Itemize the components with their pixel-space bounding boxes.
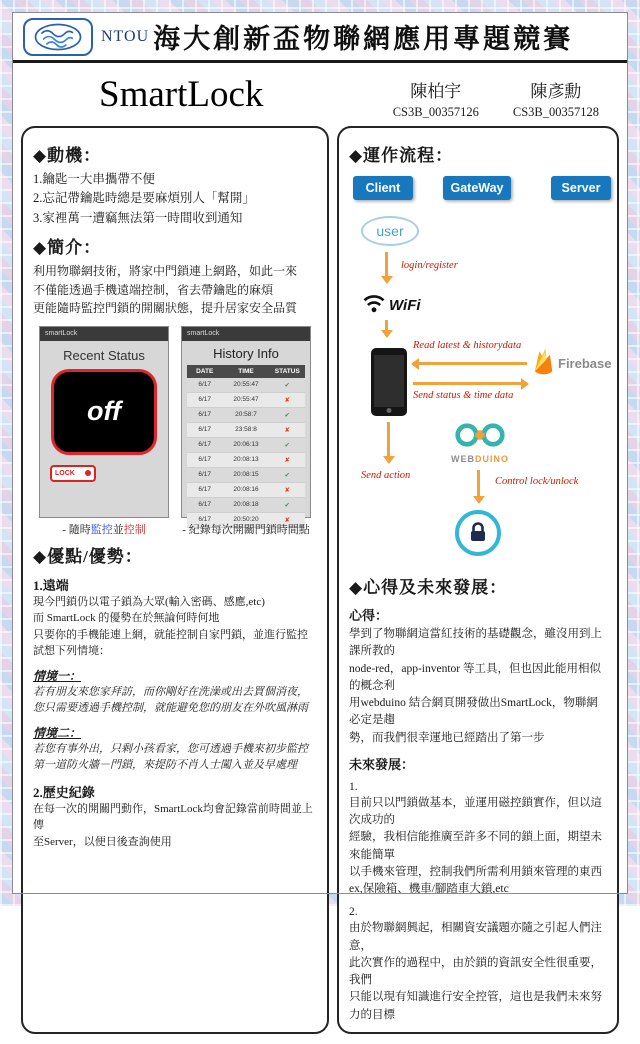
intro-line: 利用物聯網技術，將家中門鎖連上網路，如此一來 [33, 264, 298, 279]
history-time: 20:08:18 [222, 498, 269, 513]
scenario-line: 若有朋友來您家拜訪，而你剛好在洗澡或出去買個消夜， [33, 685, 308, 698]
author [513, 77, 599, 120]
scenario2-title: 情境二： [33, 725, 82, 740]
history-row [187, 438, 305, 453]
remote-line: 只要你的手機能連上網，就能控制自家門鎖，並進行監控 [33, 628, 308, 641]
history-record-title: 2.歷史紀錄 [33, 784, 95, 800]
send-status-label: Send status & time data [413, 390, 514, 401]
thoughts-paragraph [349, 626, 607, 747]
read-data-label: Read latest & historydata [413, 340, 522, 351]
app-bar: smartLock [40, 327, 168, 341]
future-line: 目前只以門鎖做基本，並運用磁控鎖實作，但以這次成功的 [349, 796, 602, 827]
history-date: 6/17 [187, 423, 222, 438]
history-status: ✔ [270, 468, 305, 483]
author-id: CS3B_00357126 [392, 105, 479, 119]
down-arrow [477, 470, 480, 502]
down-arrow [387, 422, 390, 462]
history-time: 20:08:15 [222, 468, 269, 483]
future1-paragraph [349, 795, 607, 899]
history-status: ✔ [270, 438, 305, 453]
lock-indicator-dot [85, 470, 91, 476]
scenario2-paragraph [33, 741, 317, 774]
login-register-label: login/register [401, 260, 458, 271]
caption-text-red: 控制 [123, 523, 146, 536]
status-screen-title: Recent Status [63, 347, 145, 363]
motivation-item: 2.忘記帶鑰匙時總是要麻煩別人「幫開」 [33, 191, 255, 206]
remote-title: 1.遠端 [33, 577, 69, 593]
firebase-icon [533, 348, 555, 378]
history-time: 23:58:8 [222, 423, 269, 438]
future-item-number: 2. [349, 906, 358, 919]
wifi-label: WiFi [389, 297, 421, 314]
history-header-cell: TIME [238, 367, 254, 375]
ntou-wave-icon [23, 18, 93, 56]
history-status: ✘ [270, 483, 305, 498]
history-row [187, 483, 305, 498]
history-screen-title: History Info [213, 345, 279, 361]
history-record-line: 在每一次的開關門動作，SmartLock均會記錄當前時間並上傳 [33, 802, 313, 832]
history-date: 6/17 [187, 498, 222, 513]
future2-paragraph [349, 920, 607, 1024]
history-time: 20:58:7 [222, 408, 269, 423]
lock-button-label: LOCK [55, 469, 75, 477]
motivation-list [33, 170, 317, 228]
smartphone-icon [371, 348, 407, 416]
header [13, 13, 627, 63]
history-table-body [187, 378, 305, 528]
history-date: 6/17 [187, 468, 222, 483]
webduino-duino-text: DUINO [475, 454, 509, 464]
history-time: 20:08:16 [222, 483, 269, 498]
reflection-heading: ◆心得及未來發展： [349, 578, 508, 597]
status-display [51, 369, 157, 455]
motivation-heading: ◆動機： [33, 146, 102, 165]
history-status: ✘ [270, 453, 305, 468]
caption-text-blue: 監控 [90, 523, 113, 536]
history-status: ✘ [270, 393, 305, 408]
app-screenshots [33, 326, 317, 524]
webduino-label [449, 454, 511, 464]
firebase-label: Firebase [558, 355, 612, 371]
thoughts-title: 心得： [349, 608, 389, 623]
down-arrow [385, 252, 388, 282]
remote-paragraph [33, 594, 317, 660]
history-date: 6/17 [187, 408, 222, 423]
webduino-logo [449, 422, 511, 464]
lock-icon [455, 510, 501, 556]
history-date: 6/17 [187, 453, 222, 468]
intro-heading: ◆簡介： [33, 238, 102, 258]
history-status: ✘ [270, 513, 305, 528]
history-row [187, 423, 305, 438]
intro-line: 不僅能透過手機遠端控制，省去帶鑰匙的麻煩 [33, 282, 274, 297]
right-column [337, 126, 619, 1034]
future-line: 以手機來管理，控制我們所需利用鎖來管理的東西 [349, 865, 602, 878]
remote-line: 試想下列情境： [33, 645, 110, 658]
webduino-icon [449, 422, 511, 448]
caption-text: 並 [112, 523, 124, 536]
phone-status-mockup [39, 326, 169, 518]
node-gateway: GateWay [443, 176, 511, 200]
history-date: 6/17 [187, 513, 222, 528]
history-date: 6/17 [187, 393, 222, 408]
history-row [187, 393, 305, 408]
future-line: 由於物聯網興起，相關資安議題亦隨之引起人們注意， [349, 922, 602, 952]
history-date: 6/17 [187, 483, 222, 498]
left-column [21, 126, 329, 1034]
future-line: 此次實作的過程中，由於鎖的資訊安全性很重要，我們 [349, 956, 602, 987]
app-bar: smartLock [182, 327, 310, 341]
history-table [187, 365, 305, 528]
future-line: 只能以現有知識進行安全控管，這也是我們未來努力的目標 [349, 991, 602, 1021]
history-status: ✘ [270, 423, 305, 438]
scenario-line: 您只需要透過手機控制，就能避免您的朋友在外吹風淋雨 [33, 702, 308, 715]
ntou-logo [23, 18, 149, 56]
user-oval: user [361, 216, 419, 246]
node-server: Server [551, 176, 611, 200]
history-record-paragraph [33, 801, 317, 851]
history-row [187, 498, 305, 513]
down-arrow [385, 320, 388, 336]
thoughts-line: 勢，而我們很幸運地已經踏出了第一步 [349, 731, 545, 744]
phone-history-mockup [181, 326, 311, 524]
history-row [187, 378, 305, 393]
flow-diagram [349, 170, 612, 568]
authors [393, 73, 599, 120]
webduino-web-text: WEB [451, 454, 475, 464]
right-arrow [413, 382, 527, 385]
left-arrow [413, 362, 527, 365]
scenario1-title: 情境一： [33, 668, 82, 683]
future-line: 經驗，我相信能推廣至許多不同的鎖上面，期望未來能簡單 [349, 831, 602, 861]
history-record-line: 至Server，以便日後查詢使用 [33, 835, 172, 848]
history-date: 6/17 [187, 378, 222, 393]
title-row [13, 63, 627, 124]
competition-title: 海大創新盃物聯網應用專題競賽 [153, 24, 574, 54]
author-id: CS3B_00357128 [512, 105, 599, 119]
history-header-cell: STATUS [274, 367, 300, 375]
remote-line: 而 SmartLock 的優勢在於無論何時何地 [33, 612, 220, 625]
history-time: 20:55:47 [222, 378, 269, 393]
history-status: ✔ [270, 378, 305, 393]
poster-inner [13, 13, 627, 1021]
thoughts-line: node-red，app-inventor 等工具，但也因此能用相似的概念利 [349, 662, 601, 692]
future-line: ex,保險箱、機車/腳踏車大鎖,etc [349, 883, 509, 896]
future-item-number: 1. [349, 780, 358, 793]
author-name: 陳柏宇 [410, 82, 462, 101]
caption-history: - 紀錄每次開關門鎖時間點 [182, 523, 310, 536]
history-table-header [187, 365, 305, 378]
scenario-line: 第一道防火牆－門鎖，來提防不肖人士闖入並及早處理 [33, 759, 297, 772]
control-label: Control lock/unlock [495, 476, 579, 487]
history-header-cell: DATE [196, 367, 214, 375]
firebase-logo [533, 348, 611, 378]
scenario1-paragraph [33, 684, 317, 717]
thoughts-line: 用webduino 結合網頁開發做出SmartLock，物聯網必定是趨 [349, 697, 598, 727]
history-status: ✔ [270, 498, 305, 513]
node-client: Client [353, 176, 413, 200]
remote-line: 現今門鎖仍以電子鎖為大眾(輸入密碼、感應,etc) [33, 595, 265, 608]
lock-button [50, 465, 96, 482]
motivation-item: 1.鑰匙一大串攜帶不便 [33, 172, 155, 186]
history-row [187, 408, 305, 423]
history-row [187, 468, 305, 483]
thoughts-line: 學到了物聯網這當紅技術的基礎觀念，雖沒用到上課所教的 [349, 628, 602, 658]
advantages-heading: ◆優點/優勢： [33, 546, 143, 566]
history-time: 20:55:47 [222, 393, 269, 408]
intro-line: 更能隨時監控門鎖的開關狀態，提升居家安全品質 [33, 301, 298, 316]
history-time: 20:50:20 [222, 513, 269, 528]
history-date: 6/17 [187, 438, 222, 453]
intro-paragraph [33, 262, 317, 318]
ntou-logo-text: NTOU [101, 27, 150, 45]
history-status: ✔ [270, 408, 305, 423]
status-value: off [87, 396, 121, 427]
history-row [187, 453, 305, 468]
scenario-line: 若您有事外出，只剩小孩看家，您可透過手機來初步監控 [33, 742, 308, 755]
motivation-item: 3.家裡萬一遭竊無法第一時間收到通知 [33, 210, 243, 225]
history-time: 20:08:13 [222, 453, 269, 468]
screenshot-captions [33, 521, 317, 537]
future-title: 未來發展： [349, 756, 415, 772]
author-name: 陳彥勳 [530, 82, 582, 101]
caption-text: - 隨時 [62, 523, 91, 536]
author [393, 77, 479, 120]
flow-heading: ◆運作流程： [349, 146, 454, 165]
project-title: SmartLock [99, 74, 264, 115]
wifi-icon [361, 290, 421, 314]
send-action-label: Send action [361, 470, 411, 481]
history-time: 20:06:13 [222, 438, 269, 453]
caption-monitor [33, 521, 175, 537]
